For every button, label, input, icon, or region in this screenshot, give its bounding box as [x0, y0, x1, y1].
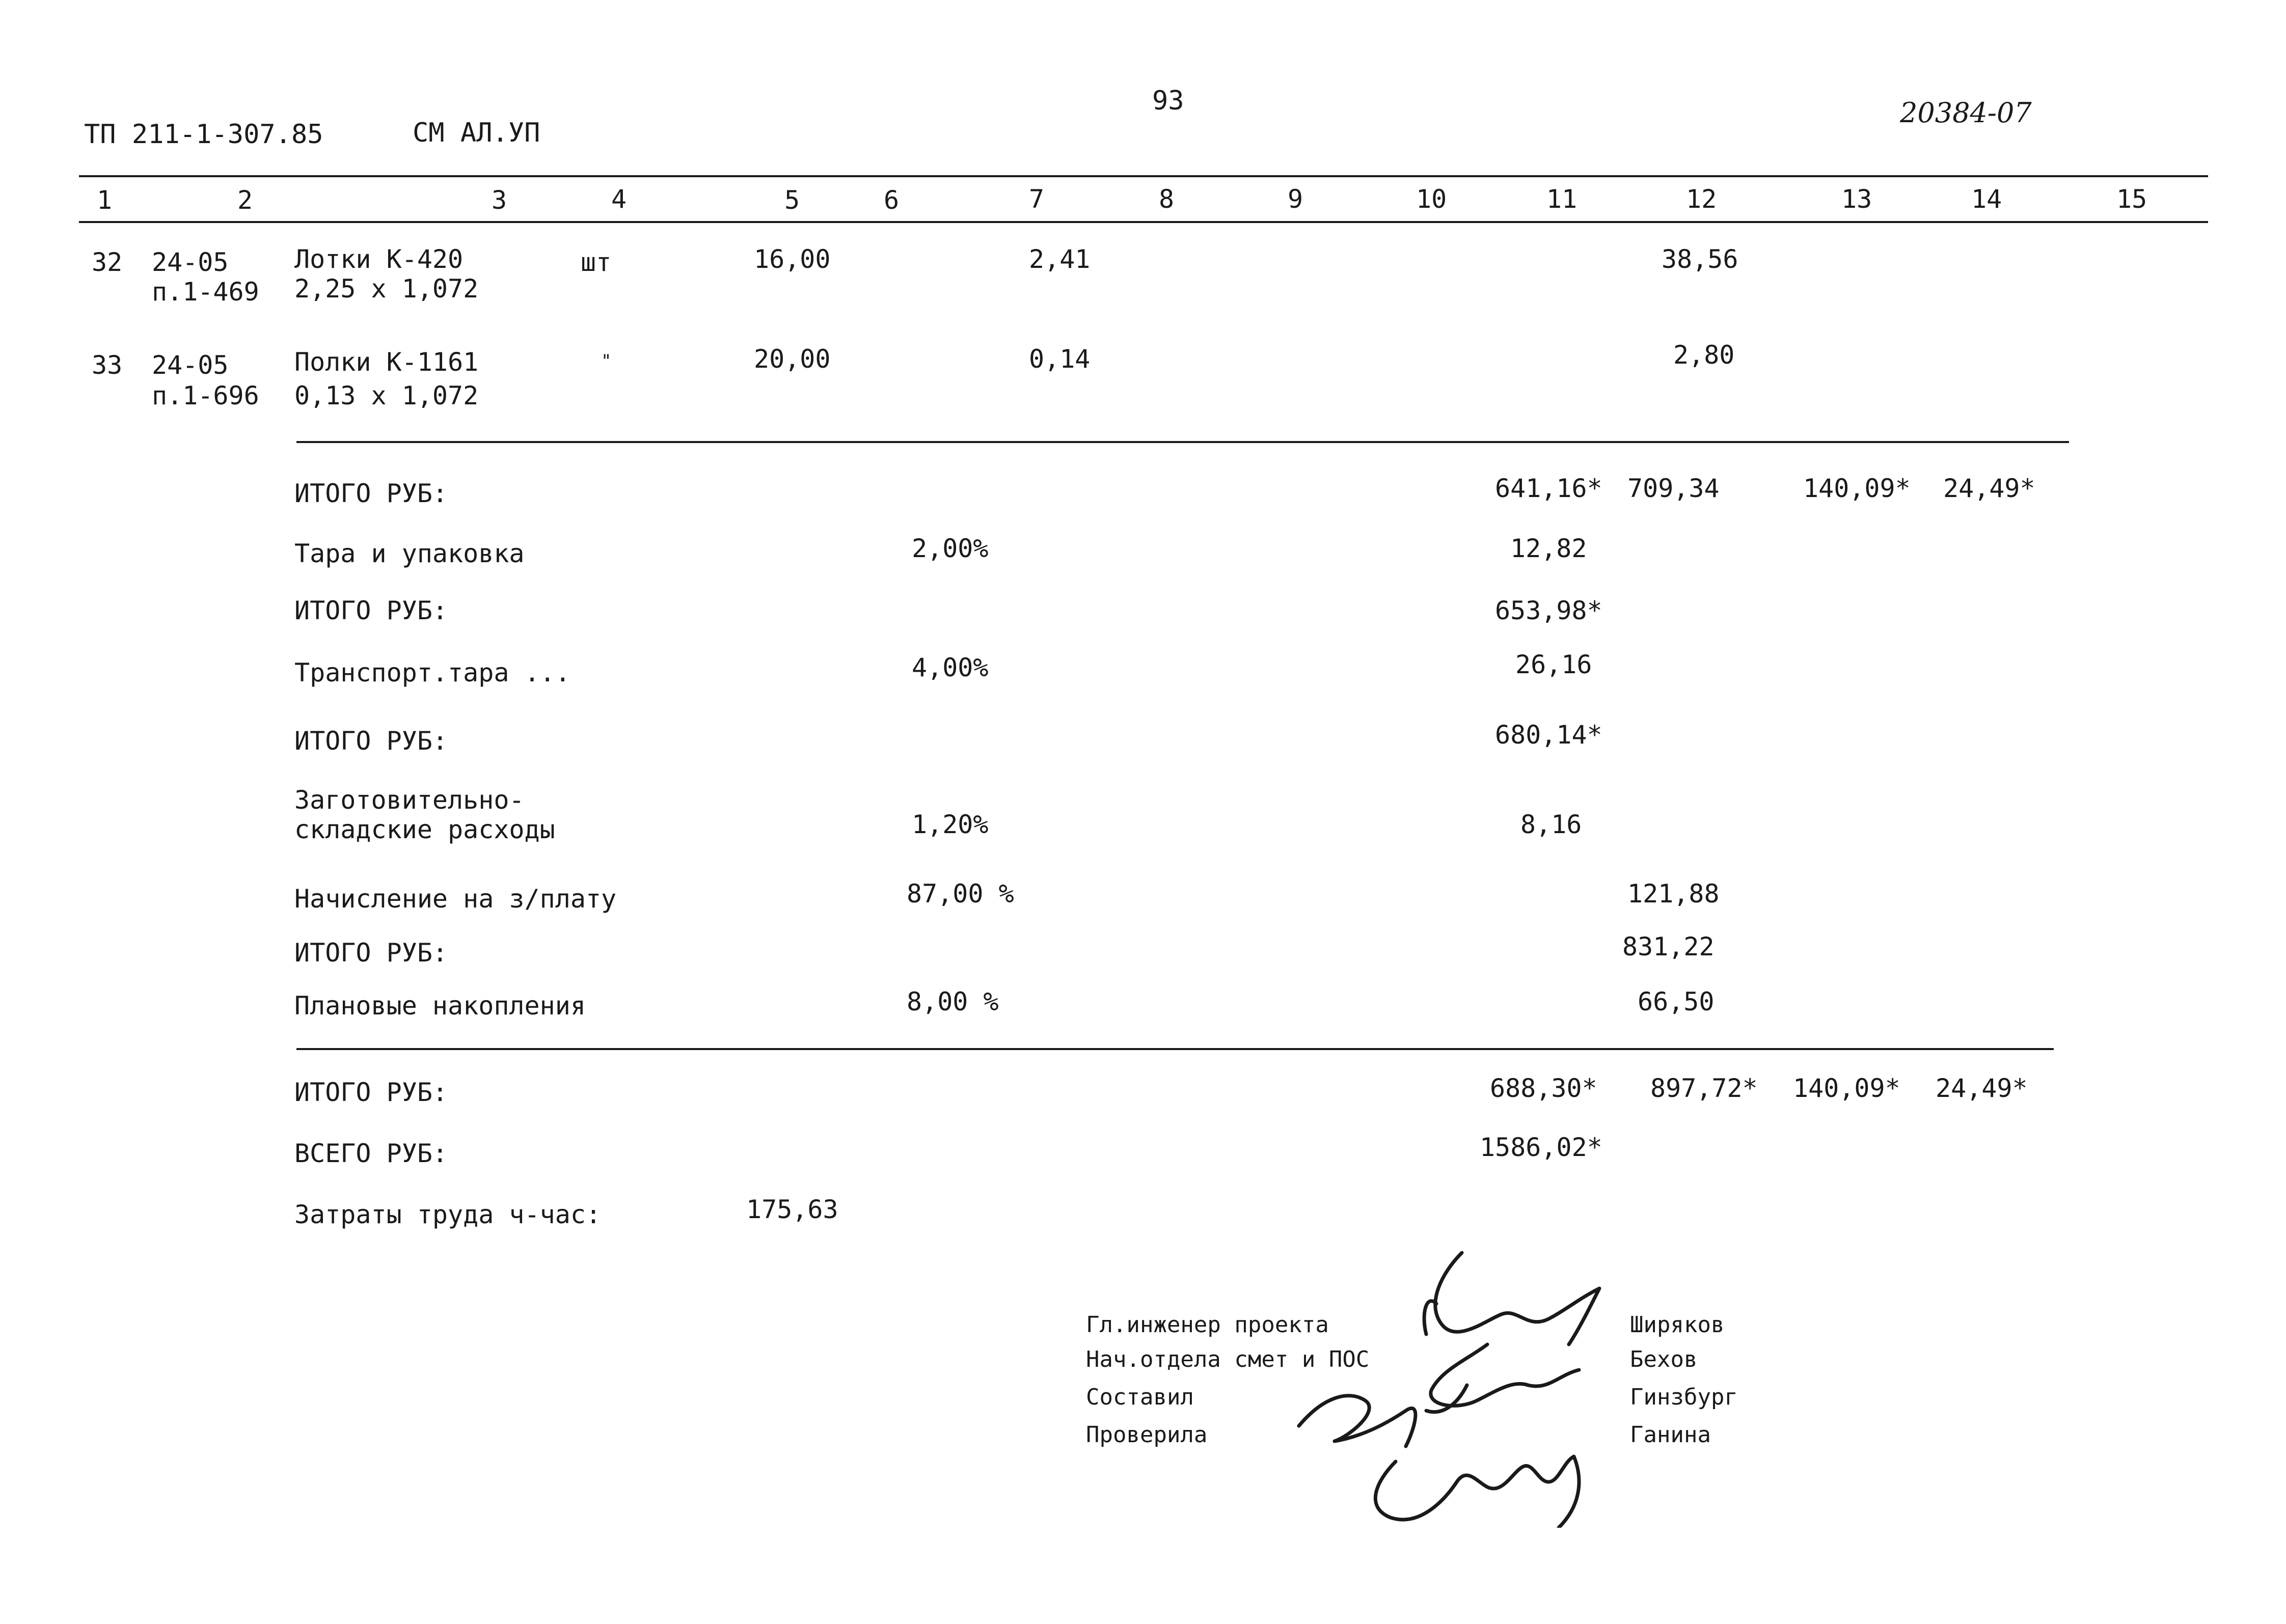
summary-label: Начисление на з/плату [294, 884, 617, 914]
summary-end-rule [296, 1048, 2054, 1050]
row-unit: шт [581, 247, 612, 277]
summary-col11: 641,16* [1495, 474, 1602, 503]
column-number: 5 [784, 185, 800, 215]
column-number: 15 [2116, 184, 2147, 214]
summary-label: Транспорт.тара ... [294, 658, 570, 687]
summary-col11: 26,16 [1515, 650, 1592, 679]
summary-col13: 140,09* [1803, 474, 1911, 503]
signature-role: Гл.инженер проекта [1086, 1312, 1329, 1338]
summary-col11: 12,82 [1510, 534, 1587, 563]
summary-col11: 1586,02* [1480, 1133, 1602, 1162]
column-number: 1 [97, 185, 113, 215]
column-number: 6 [884, 185, 900, 215]
column-number: 12 [1686, 184, 1717, 214]
table-top-rule [79, 175, 2208, 177]
column-number: 11 [1546, 184, 1577, 214]
row-code: 24-05 [152, 247, 229, 277]
column-number: 4 [611, 184, 627, 214]
summary-label: ИТОГО РУБ: [294, 1078, 448, 1107]
column-number: 7 [1029, 184, 1045, 214]
column-number: 10 [1416, 184, 1447, 214]
signature-role: Нач.отдела смет и ПОС [1086, 1346, 1370, 1372]
signature-role: Проверила [1086, 1422, 1208, 1448]
summary-col12: 121,88 [1627, 879, 1720, 909]
labor-hours: 175,63 [746, 1195, 838, 1224]
doc-code: ТП 211-1-307.85 [84, 119, 323, 150]
row-quantity: 20,00 [754, 344, 831, 374]
summary-col13: 140,09* [1793, 1074, 1900, 1103]
row-quantity: 16,00 [754, 244, 831, 274]
summary-col12: 831,22 [1622, 932, 1715, 961]
row-number: 32 [92, 247, 123, 277]
row-number: 33 [92, 350, 123, 380]
column-number: 8 [1159, 184, 1175, 214]
summary-rate: 87,00 % [907, 879, 1014, 909]
summary-label: ВСЕГО РУБ: [294, 1139, 448, 1168]
row-unit: " [601, 351, 612, 371]
signature-role: Составил [1086, 1384, 1194, 1410]
column-number: 2 [237, 185, 253, 215]
row-name-detail: 2,25 x 1,072 [294, 274, 479, 304]
column-number: 13 [1841, 184, 1872, 214]
summary-col14: 24,49* [1936, 1074, 2028, 1103]
row-code-ref: п.1-696 [152, 381, 259, 410]
signature-name: Ширяков [1630, 1312, 1725, 1338]
summary-rate: 2,00% [912, 534, 989, 563]
column-number: 9 [1288, 184, 1303, 214]
section-code: СМ АЛ.УП [413, 118, 540, 148]
row-total: 38,56 [1662, 244, 1738, 274]
row-code: 24-05 [152, 350, 229, 380]
summary-col14: 24,49* [1943, 474, 2035, 503]
column-header-rule [79, 221, 2208, 223]
signature-name: Бехов [1630, 1346, 1698, 1372]
column-number: 14 [1971, 184, 2002, 214]
row-price: 0,14 [1029, 344, 1091, 374]
handwritten-signatures [1273, 1243, 1640, 1528]
row-name-detail: 0,13 x 1,072 [294, 381, 479, 410]
summary-label: Затраты труда ч-час: [294, 1200, 602, 1229]
summary-col12: 66,50 [1638, 987, 1715, 1016]
summary-label: складские расходы [294, 815, 555, 844]
row-total: 2,80 [1673, 340, 1735, 370]
archive-number: 20384-07 [1900, 97, 2032, 129]
summary-label: ИТОГО РУБ: [294, 479, 448, 508]
page-number: 93 [1152, 86, 1184, 116]
summary-col12: 897,72* [1650, 1074, 1758, 1103]
summary-col12: 709,34 [1627, 474, 1720, 503]
summary-rate: 1,20% [912, 810, 989, 839]
column-number: 3 [492, 185, 507, 215]
signature-name: Ганина [1630, 1422, 1711, 1448]
row-name: Лотки К-420 [294, 244, 464, 274]
summary-label: Плановые накопления [294, 991, 586, 1021]
summary-label: ИТОГО РУБ: [294, 726, 448, 756]
signature-name: Гинзбург [1630, 1384, 1738, 1410]
summary-rate: 8,00 % [907, 987, 999, 1016]
summary-label: ИТОГО РУБ: [294, 596, 448, 625]
row-price: 2,41 [1029, 244, 1091, 274]
items-end-rule [296, 441, 2069, 443]
summary-label: Заготовительно- [294, 785, 525, 815]
summary-col11: 8,16 [1520, 810, 1582, 839]
row-name: Полки К-1161 [294, 347, 479, 377]
summary-label: Тара и упаковка [294, 539, 525, 568]
summary-label: ИТОГО РУБ: [294, 938, 448, 968]
row-code-ref: п.1-469 [152, 277, 259, 307]
summary-col11: 653,98* [1495, 596, 1602, 625]
summary-col11: 688,30* [1490, 1074, 1597, 1103]
summary-rate: 4,00% [912, 653, 989, 682]
summary-col11: 680,14* [1495, 720, 1602, 750]
